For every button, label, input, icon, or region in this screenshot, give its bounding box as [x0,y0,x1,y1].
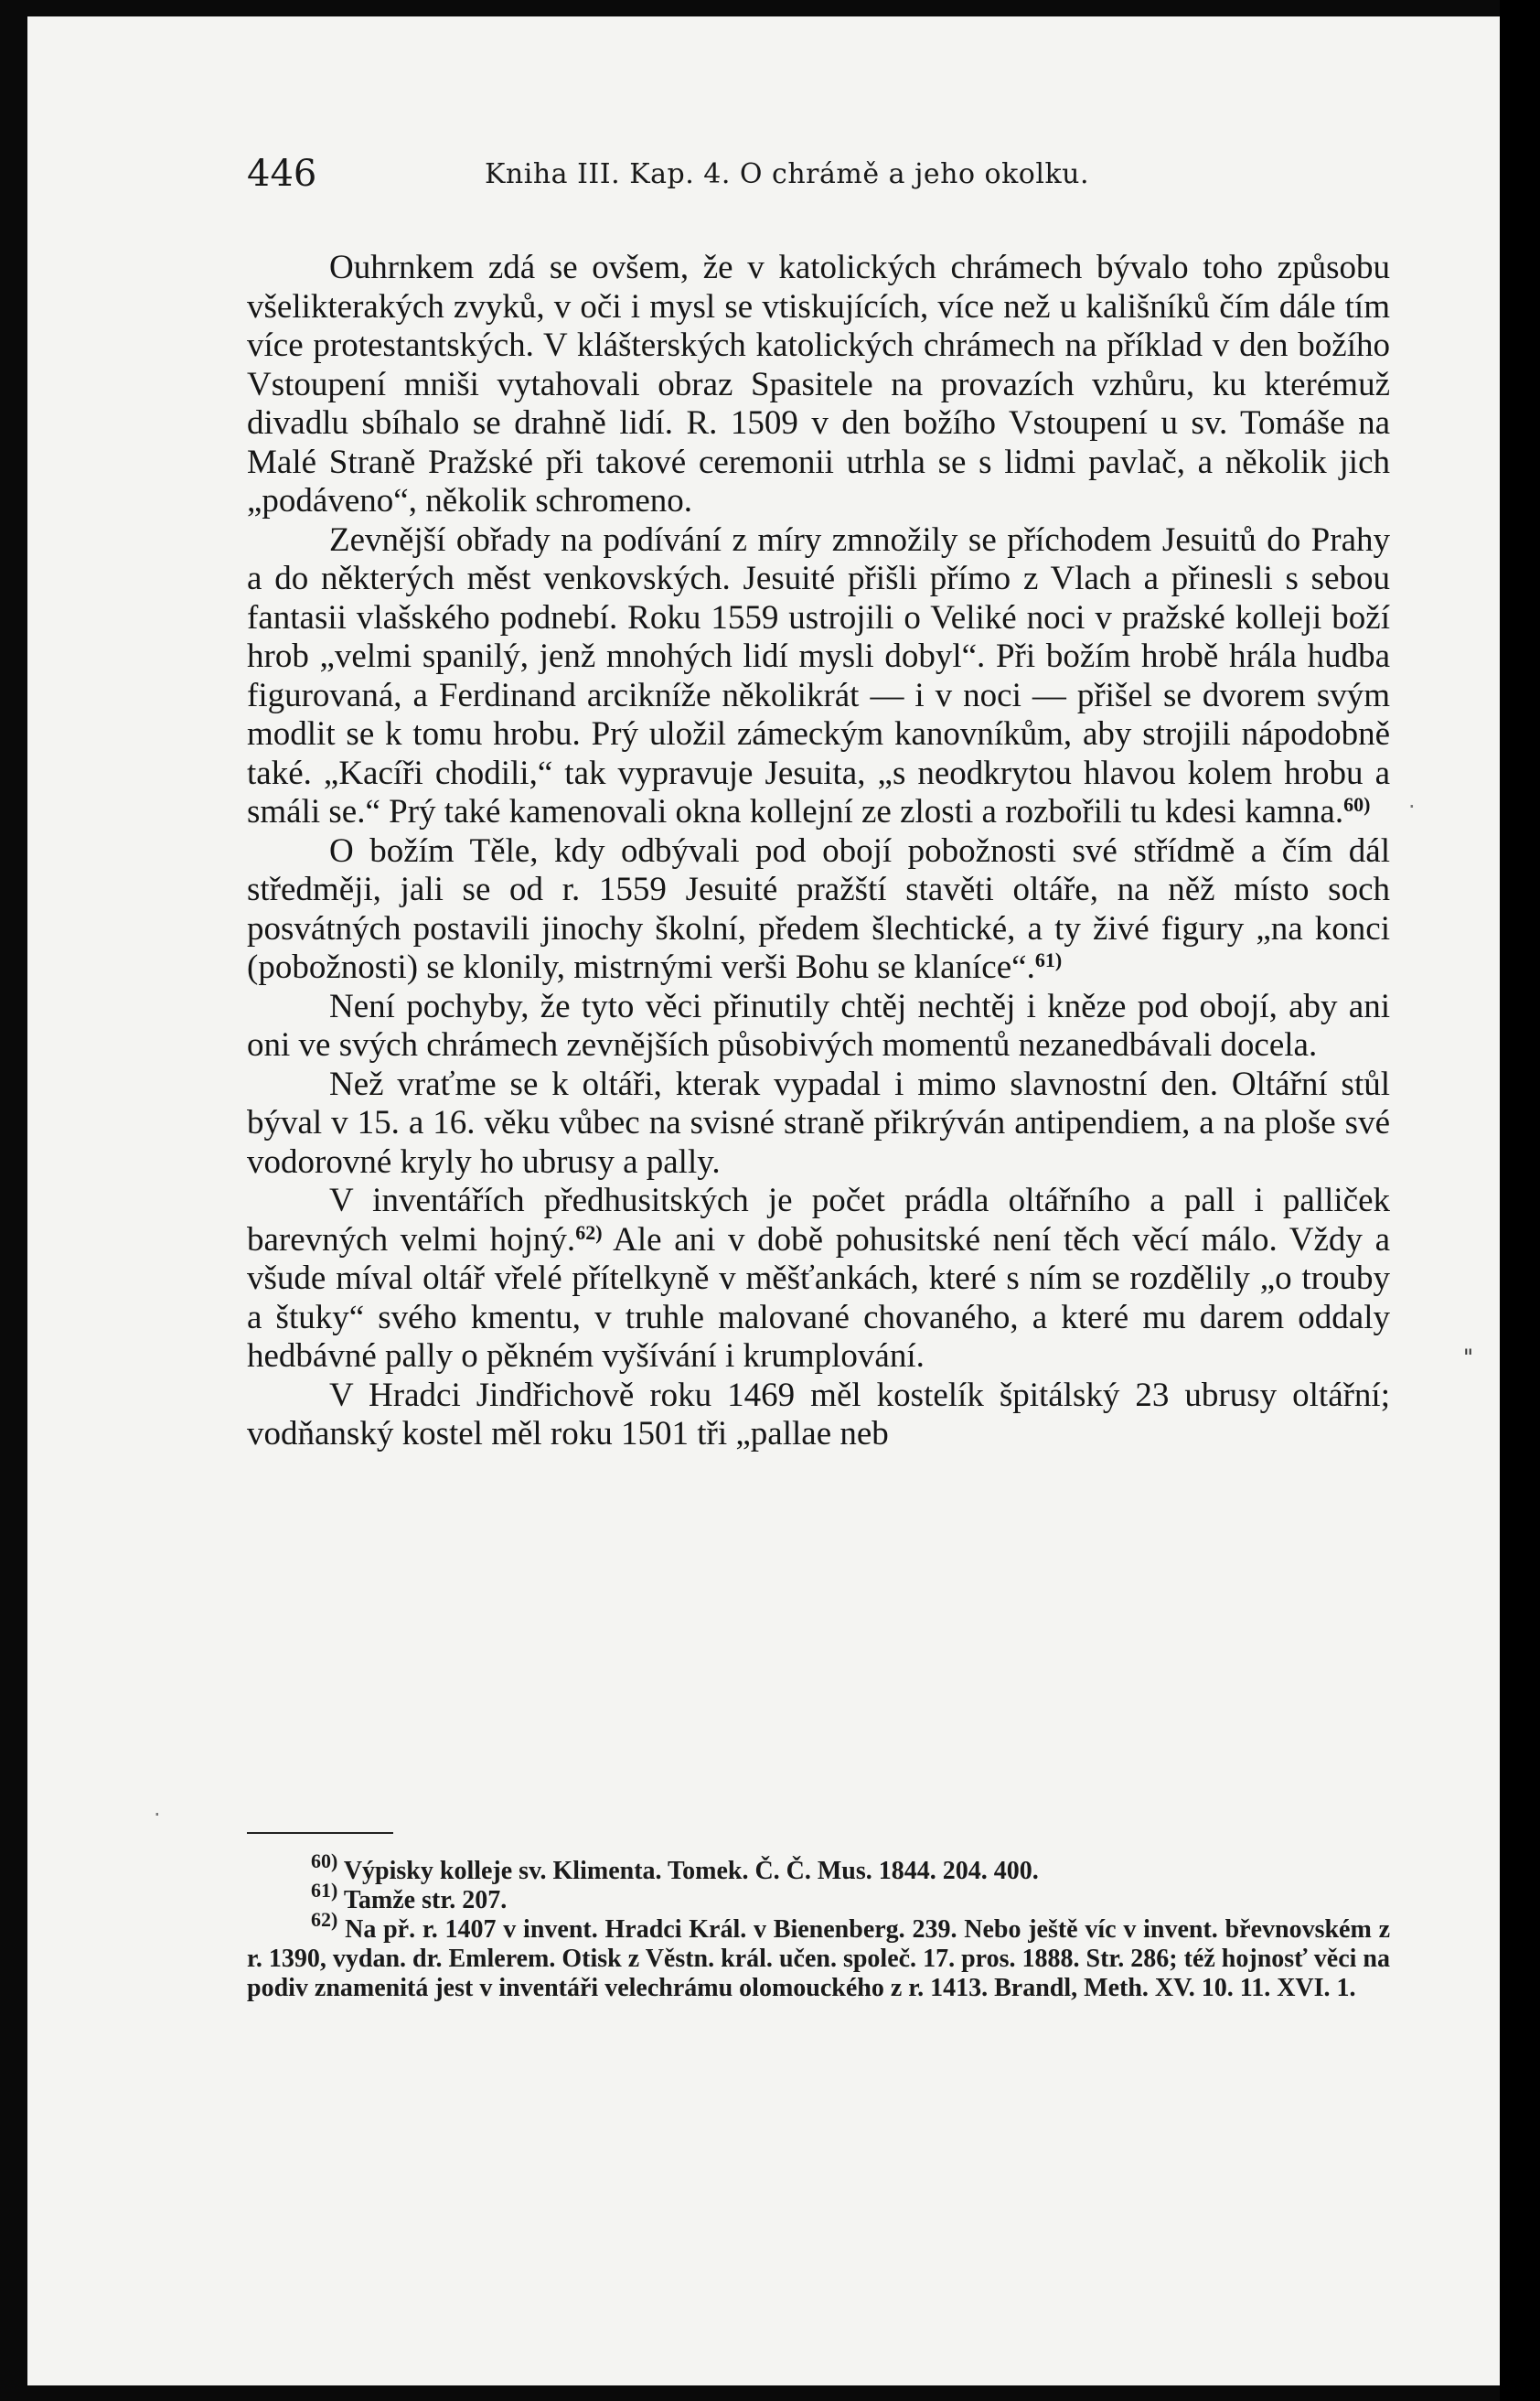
paragraph-text: Zevnější obřady na podívání z míry zmnožily se příchodem Jesuitů do Prahy a do některých měst venkovských. Jesuité přišli přímo z Vlach a přinesli s sebou fantasii vlašského podnebí. Roku 1559 ustrojili o Veliké noci v pražské kolleji boží hrob „velmi spanilý, jenž mnohých lidí mysli dobyl“. Při božím hrobě hrála hudba figurovaná, a Ferdinand arcikníže několikrát — i v noci — přišel se dvorem svým modlit se k tomu hrobu. Prý uložil zámeckým kanovníkům, aby strojili nápodobně také. „Kacíři chodili,“ tak vypravuje Jesuita, „s neodkrytou hlavou kolem hrobu a smáli se.“ Prý také kamenovali okna kollejní ze zlosti a rozbořili tu kdesi kamna. [247,520,1390,831]
footnote-mark: 61) [311,1879,338,1902]
footnote-text: Výpisky kolleje sv. Klimenta. Tomek. Č. Č. Mus. 1844. 204. 400. [343,1857,1039,1885]
paragraph [247,1066,1390,1183]
paragraph-text: Není pochyby, že tyto věci přinutily chtěj nechtěj i kněze pod obojí, aby ani oni ve svých chrámech zevnějších působivých momentů nezanedbávali docela. [247,987,1390,1064]
footnote-divider [247,1832,393,1834]
footnote [247,1879,1390,1915]
paragraph [247,249,1390,521]
page-header [247,151,1390,197]
margin-speck: · [154,1802,161,1828]
footnotes [247,1849,1391,2003]
footnote [247,1908,1391,2003]
paragraph-text: Ouhrnkem zdá se ovšem, že v katolických chrámech bývalo toho způsobu všelikterakých zvyků, v oči i mysl se vtiskujících, více než u kališníků čím dále tím více protestantských. V klášterských katolických chrámech na příklad v den božího Vstoupení mniši vytahovali obraz Spasitele na provazích vzhůru, ku kterémuž divadlu sbíhalo se drahně lidí. R. 1509 v den božího Vstoupení u sv. Tomáše na Malé Straně Pražské při takové ceremonii utrhla se s lidmi pavlač, a několik jich „podáveno“, několik schromeno. [247,249,1390,520]
footnote-text: Tamže str. 207. [343,1886,508,1914]
paragraph [247,1182,1390,1377]
footnote [247,1849,1390,1886]
footnote-mark: 60) [311,1849,338,1872]
paragraph-text: O božím Těle, kdy odbývali pod obojí pobožnosti své střídmě a čím dál středměji, jali se od r. 1559 Jesuité pražští stavěti oltáře, na něž místo soch posvátných postavili jinochy školní, předem šlechtické, a ty živé figury „na konci (pobožnosti) se klonily, mistrnými verši Bohu se klaníce“. [247,831,1390,986]
paragraph [247,832,1390,988]
paragraph [247,521,1390,832]
paragraph-text-continued: Ale ani v době pohusitské není těch věcí málo. Vždy a všude míval oltář vřelé přítelkyně v měšťankách, které s ním se rozdělily „o trouby a štuky“ svého kmentu, v truhle malované chovaného, a které mu darem oddaly hedbávné pally o pěkném vyšívání i krumplování. [247,1220,1390,1375]
page-binding-edge [1500,0,1540,2401]
paragraph-text: Než vraťme se k oltáři, kterak vypadal i mimo slavnostní den. Oltářní stůl býval v 15. a 16. věku vůbec na svisné straně přikrýván antipendiem, a na ploše své vodorovné kryly ho ubrusy a pally. [247,1065,1390,1181]
margin-speck: " [1463,1345,1474,1370]
paragraph-text: V inventářích předhusitských je počet prádla oltářního a pall i palliček barevných velmi hojný. [247,1182,1390,1259]
page-number: 446 [247,153,317,195]
paragraph [247,988,1390,1066]
footnote-ref: 61) [1034,949,1063,971]
paragraph-text: V Hradci Jindřichově roku 1469 měl kostelík špitálský 23 ubrusy oltářní; vodňanský kostel měl roku 1501 tři „pallae neb [247,1376,1390,1452]
main-text [247,249,1390,1454]
footnote-ref: 62) [575,1220,603,1244]
paragraph [247,1377,1390,1454]
footnote-text: Na př. r. 1407 v invent. Hradci Král. v Bienenberg. 239. Nebo ještě víc v invent. břevnovském z r. 1390, vydan. dr. Emlerem. Otisk z Věstn. král. učen. společ. 17. pros. 1888. Str. 286; též hojnosť věci na podiv znamenitá jest v inventáři velechrámu olomouckého z r. 1413. Brandl, Meth. XV. 10. 11. XVI. 1. [247,1915,1391,2002]
footnote-mark: 62) [311,1908,338,1931]
running-head: Kniha III. Kap. 4. O chrámě a jeho okolku. [485,158,1089,190]
footnote-ref: 60) [1343,793,1371,816]
margin-speck: · [1408,794,1416,820]
